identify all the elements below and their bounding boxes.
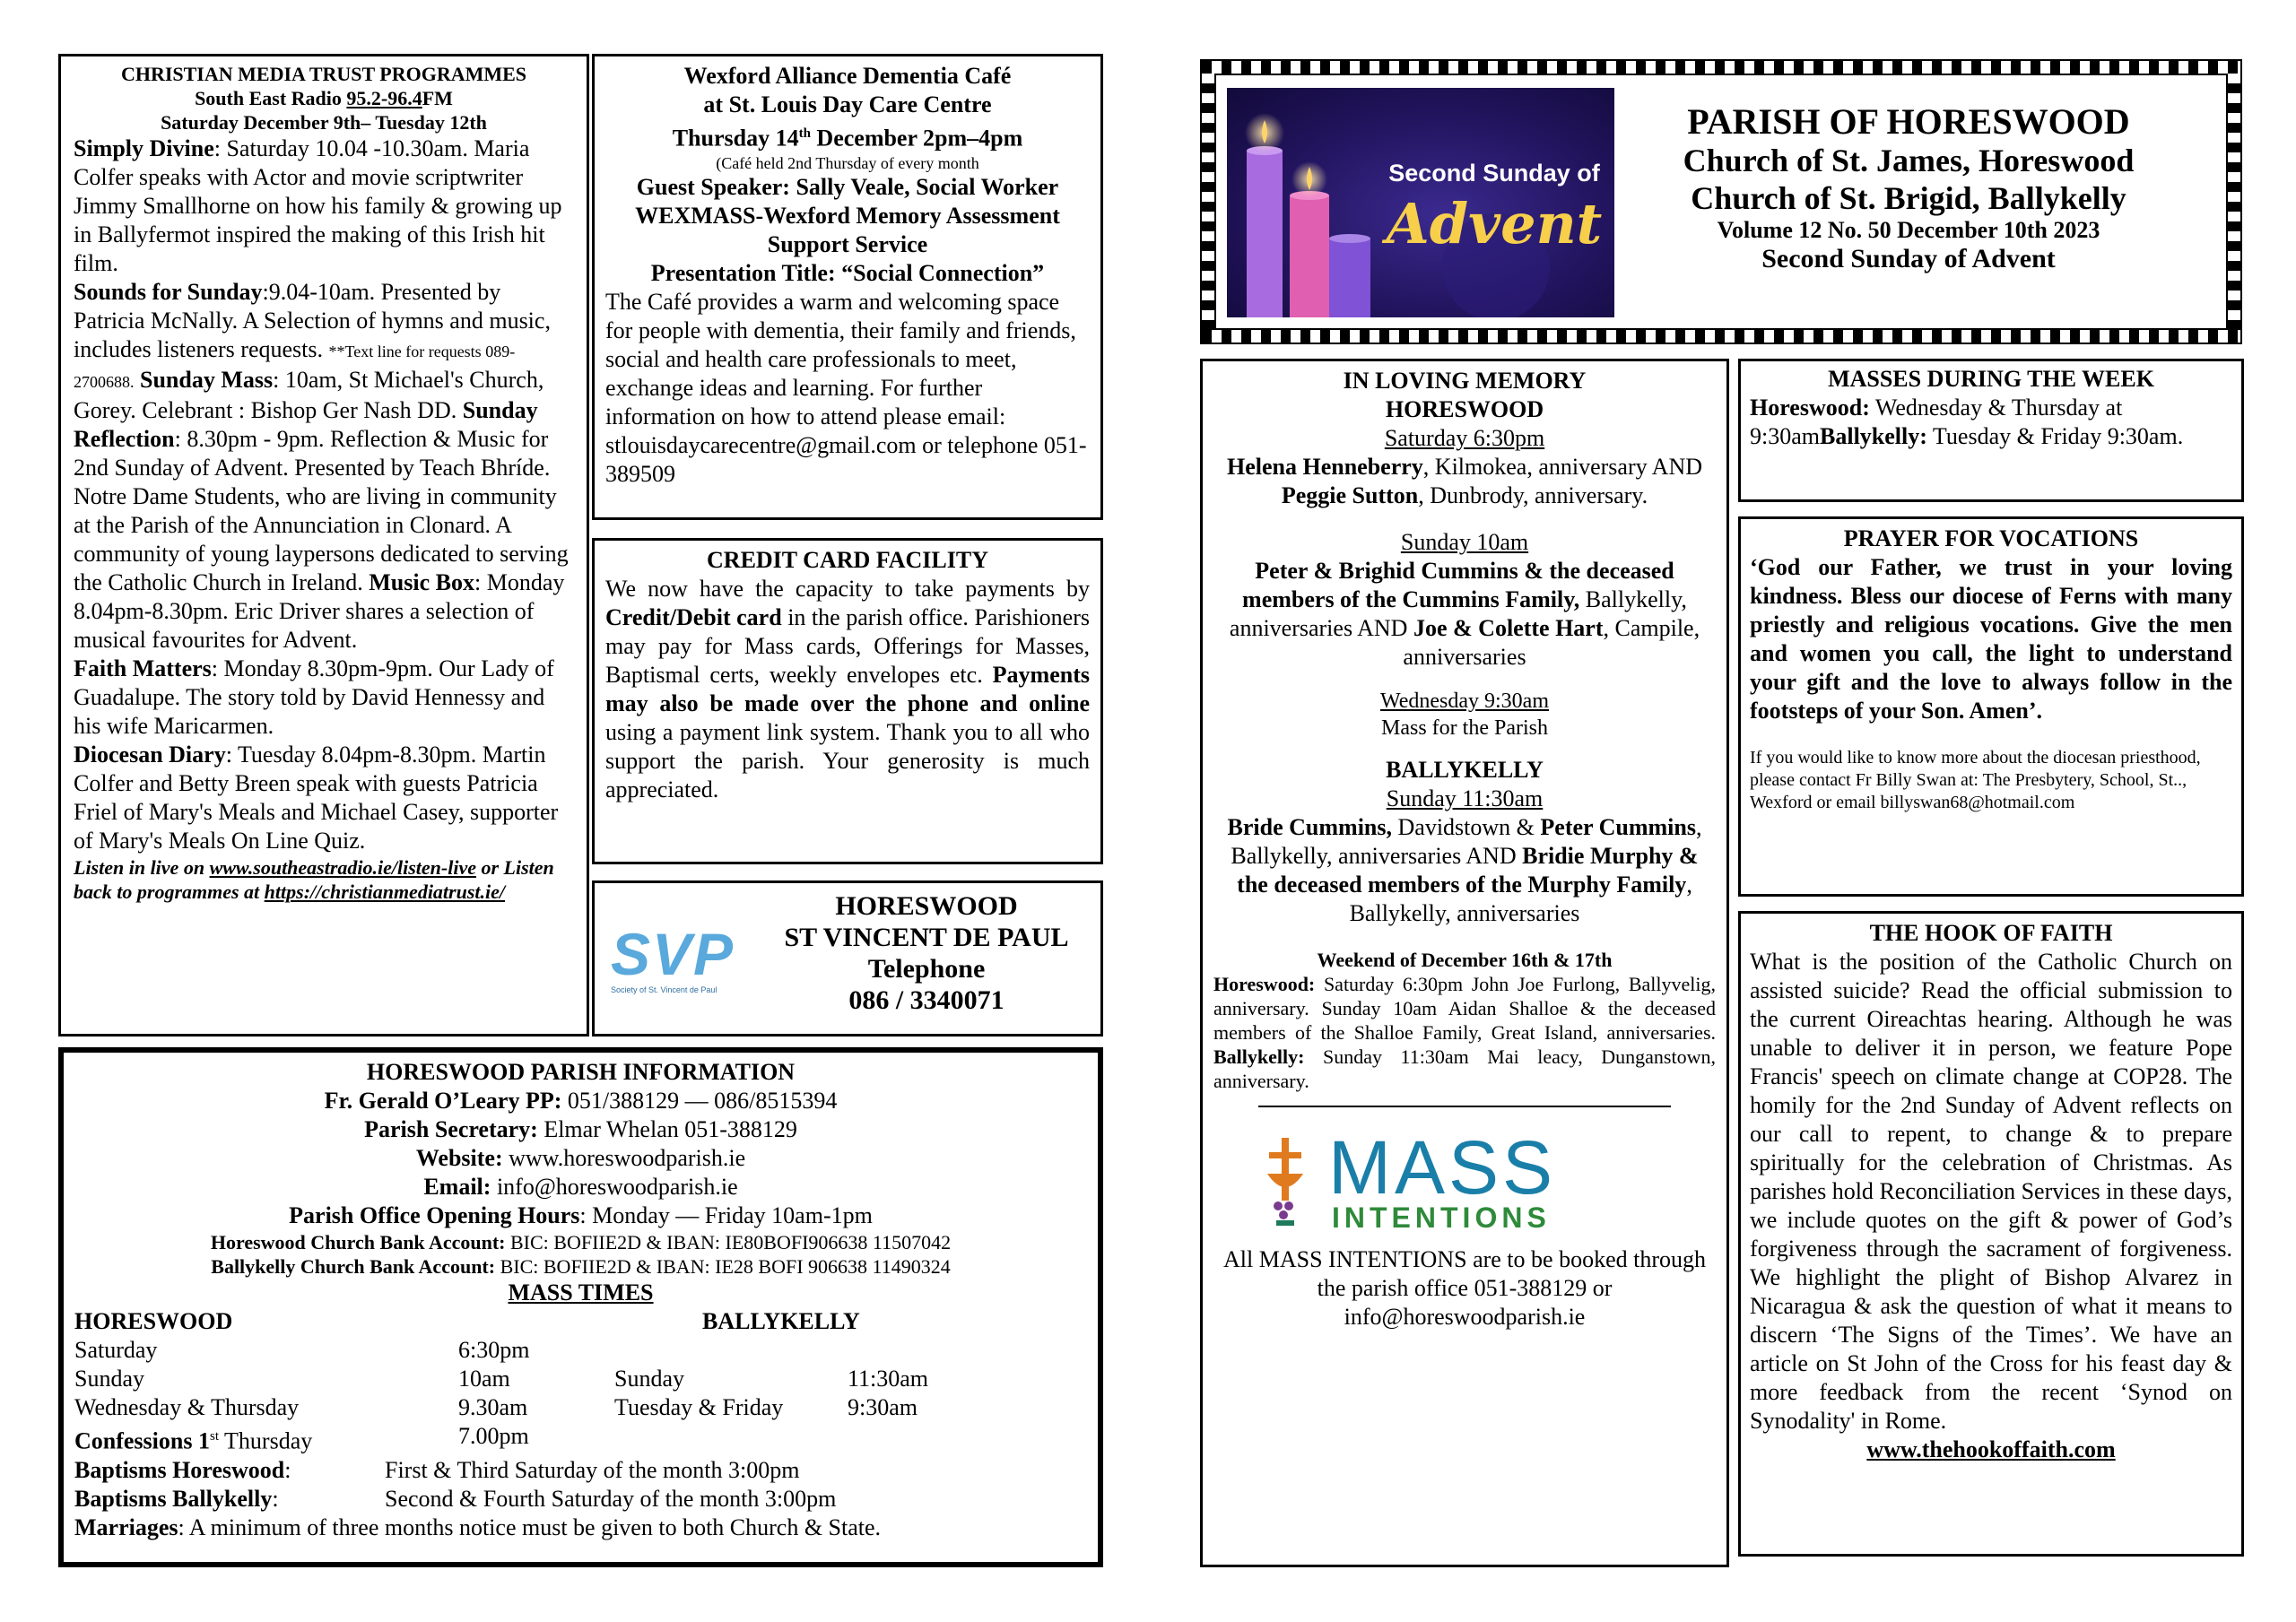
parish-info-box <box>58 1047 1103 1567</box>
week-body: Horeswood: Wednesday & Thursday at 9:30amBallykelly: Tuesday & Friday 9:30am. <box>1750 395 2184 449</box>
memory-title: IN LOVING MEMORY <box>1343 368 1587 394</box>
svp-line1: HORESWOOD <box>835 891 1018 921</box>
info-title: HORESWOOD PARISH INFORMATION <box>366 1059 796 1085</box>
week-title: MASSES DURING THE WEEK <box>1828 366 2154 392</box>
memory-ballykelly-sunday: Sunday 11:30am <box>1386 785 1544 811</box>
svp-box <box>592 880 1103 1037</box>
credit-title: CREDIT CARD FACILITY <box>707 547 988 573</box>
chalice-icon <box>1258 1138 1312 1227</box>
cafe-box <box>592 54 1103 520</box>
volume-line: Volume 12 No. 50 December 10th 2023 <box>1717 217 2100 243</box>
prayer-contact: If you would like to know more about the diocesan priesthood, please contact Fr Billy Swan at: The Presbytery, School, St.., Wexford or email billyswan68@hotmail.com <box>1750 748 2201 812</box>
cafe-note: (Café held 2nd Thursday of every month <box>716 153 979 172</box>
info-bank-ballykelly: Ballykelly Church Bank Account: BIC: BOFIIE2D & IBAN: IE28 BOFI 906638 11490324 <box>211 1255 951 1278</box>
cmt-body: Simply Divine: Saturday 10.04 -10.30am. Maria Colfer speaks with Actor and movie scriptwriter Jimmy Smallhorne on how his family & growing up in Ballyfermot inspired the making of this Irish hit film. Sounds for Sunday:9.04-10am. Presented by Patricia McNally. A Selection of hymns and music, includes listeners requests. **Text line for requests 089-2700688. Sunday Mass: 10am, St Michael's Church, Gorey. Celebrant : Bishop Ger Nash DD. Sunday Reflection: 8.30pm - 9pm. Reflection & Music for 2nd Sunday of Advent. Presented by Teach Bhríde. Notre Dame Students, who are living in community at the Parish of the Annunciation in Clonard. A community of young laypersons dedicated to serving the Catholic Church in Ireland. Music Box: Monday 8.04pm-8.30pm. Eric Driver shares a selection of musical favourites for Advent. Faith Matters: Monday 8.30pm-9pm. Our Lady of Guadalupe. The story told by David Hennessy and his wife Maricarmen. Diocesan Diary: Tuesday 8.04pm-8.30pm. Martin Colfer and Betty Breen speak with guests Patricia Friel of Mary's Meals and Michael Casey, supporter of Mary's Meals On Line Quiz. <box>74 135 569 854</box>
baptisms-horeswood-row: Baptisms Horeswood: First & Third Saturday of the month 3:00pm <box>74 1456 800 1483</box>
memory-ballykelly: BALLYKELLY <box>1386 757 1544 783</box>
svp-line2: ST VINCENT DE PAUL <box>784 923 1069 952</box>
hook-link[interactable]: www.thehookoffaith.com <box>1866 1436 2116 1462</box>
banner-text-1: Second Sunday of <box>1388 160 1600 186</box>
mass-logo-text: MASS <box>1328 1125 1557 1210</box>
cafe-wexmass: WEXMASS-Wexford Memory Assessment Support Service <box>635 202 1060 257</box>
hook-title: THE HOOK OF FAITH <box>1869 920 2113 946</box>
mass-times-heading: MASS TIMES <box>508 1279 654 1305</box>
cafe-body: The Café provides a warm and welcoming space for people with dementia, their family and friends, social and health care professionals to meet, exchange ideas and learning. For further information on how to attend please email: stlouisdaycarecentre@gmail.com or telephone 051-389509 <box>605 288 1087 487</box>
memory-saturday-names: Helena Henneberry, Kilmokea, anniversary AND Peggie Sutton, Dunbrody, anniversary. <box>1227 454 1702 508</box>
memory-saturday: Saturday 6:30pm <box>1384 425 1545 451</box>
cafe-speaker: Guest Speaker: Sally Veale, Social Worker <box>636 173 1059 200</box>
credit-box <box>592 538 1103 864</box>
mass-row: Sunday 10am Sunday 11:30am <box>74 1366 929 1392</box>
parish-header <box>1631 102 2187 274</box>
weekend-title: Weekend of December 16th & 17th <box>1317 949 1613 971</box>
hook-text: What is the position of the Catholic Church on assisted suicide? Read the official submission to the current Oireachtas hearing. Although he was unable to deliver it in person, we feature Pope Francis' speech on climate change at COP28. The homily for the 2nd Sunday of Advent reflects on our call to repent, to change & to prepare spiritually for the celebration of Christmas. As parishes hold Reconciliation Services in these days, we include quotes on the gift & power of God’s forgiveness through the sacrament of forgiveness. We highlight the plight of Bishop Alvarez in Nicaragua & ask the question of what it means to discern ‘The Signs of the Times’. We have an article on St John of the Cross for his feast day & more feedback from the recent ‘Synod on Synodality' in Rome. <box>1750 949 2232 1434</box>
week-box <box>1738 359 2244 502</box>
mass-row: Wednesday & Thursday 9.30am Tuesday & Friday 9:30am <box>74 1394 918 1420</box>
memory-sunday-names: Peter & Brighid Cummins & the deceased members of the Cummins Family, Ballykelly, anniversaries AND Joe & Colette Hart, Campile, anniversaries <box>1229 558 1700 670</box>
parish-title: PARISH OF HORESWOOD <box>1687 101 2130 142</box>
memory-wednesday: Wednesday 9:30am <box>1379 690 1549 713</box>
confessions-row: Confessions 1st Thursday 7.00pm <box>74 1423 529 1454</box>
marriages-row: Marriages: A minimum of three months notice must be given to both Church & State. <box>74 1514 882 1540</box>
info-bank-horeswood: Horeswood Church Bank Account: BIC: BOFIIE2D & IBAN: IE80BOFI906638 11507042 <box>210 1231 952 1253</box>
mass-intentions-logo <box>1213 1125 1716 1234</box>
credit-body: We now have the capacity to take payments by Credit/Debit card in the parish office. Parishioners may pay for Mass cards, Offerings for Masses, Baptismal certs, weekly envelopes etc. Payments may also be made over the phone and online using a payment link system. Thank you to all who support the parish. Your generosity is much appreciated. <box>605 576 1090 802</box>
svp-logo: SVP Society of St. Vincent de Paul <box>611 921 735 994</box>
prayer-title: PRAYER FOR VOCATIONS <box>1843 525 2139 551</box>
church-line-2: Church of St. Brigid, Ballykelly <box>1691 180 2126 216</box>
info-secretary: Parish Secretary: Elmar Whelan 051-388129 <box>364 1116 797 1142</box>
southeastradio-link[interactable]: www.southeastradio.ie/listen-live <box>209 856 476 879</box>
cafe-date: Thursday 14th December 2pm–4pm <box>672 125 1023 152</box>
info-email: Email: info@horeswoodparish.ie <box>423 1174 738 1200</box>
info-hours: Parish Office Opening Hours: Monday — Friday 10am-1pm <box>289 1202 873 1228</box>
mass-times-header: HORESWOOD BALLYKELLY <box>74 1308 860 1334</box>
mass-row: Saturday 6:30pm <box>74 1337 530 1363</box>
cafe-presentation: Presentation Title: “Social Connection” <box>650 259 1045 286</box>
cafe-title-1: Wexford Alliance Dementia Café <box>683 63 1012 89</box>
hook-box <box>1738 911 2244 1557</box>
divider <box>1258 1106 1671 1107</box>
info-pp: Fr. Gerald O’Leary PP: 051/388129 — 086/8515394 <box>324 1088 838 1114</box>
cmt-title: CHRISTIAN MEDIA TRUST PROGRAMMES <box>120 63 527 85</box>
cmt-radio: South East Radio 95.2-96.4FM <box>195 87 453 109</box>
intentions-logo-text: INTENTIONS <box>1332 1201 1551 1234</box>
sunday-line: Second Sunday of Advent <box>1761 244 2056 273</box>
memory-wednesday-text: Mass for the Parish <box>1381 716 1548 740</box>
memory-sunday: Sunday 10am <box>1400 529 1529 555</box>
church-line-1: Church of St. James, Horeswood <box>1683 143 2135 178</box>
prayer-text: ‘God our Father, we trust in your loving kindness. Bless our diocese of Ferns with many priestly and religious vocations. Give the men and women you call, the light to understand your gift and the love to always follow in the footsteps of your Son. Amen’. <box>1750 554 2232 724</box>
svp-line3: Telephone <box>867 954 986 984</box>
svp-phone: 086 / 3340071 <box>848 985 1004 1015</box>
weekend-text: Horeswood: Saturday 6:30pm John Joe Furlong, Ballyvelig, anniversary. Sunday 10am Aidan Shalloe & the deceased members of the Shalloe Family, Great Island, anniversaries. Ballykelly: Sunday 11:30am Mai leacy, Dunganstown, anniversary. <box>1213 973 1716 1092</box>
cmt-box <box>58 54 589 1037</box>
cmt-dates: Saturday December 9th– Tuesday 12th <box>161 111 487 134</box>
cafe-title-2: at St. Louis Day Care Centre <box>703 91 992 117</box>
banner-text-2: Advent <box>1386 191 1603 256</box>
info-website: Website: www.horeswoodparish.ie <box>415 1145 746 1171</box>
memory-box <box>1200 359 1729 1567</box>
memory-ballykelly-names: Bride Cummins, Davidstown & Peter Cummins, Ballykelly, anniversaries AND Bridie Murphy & the deceased members of the Murphy Family, Ballykelly, anniversaries <box>1227 814 1702 926</box>
memory-horeswood: HORESWOOD <box>1385 396 1544 422</box>
christianmediatrust-link[interactable]: https://christianmediatrust.ie/ <box>264 880 506 903</box>
cmt-listen: Listen in live on www.southeastradio.ie/listen-live or Listen back to programmes at https://christianmediatrust.ie/ <box>74 856 554 903</box>
baptisms-ballykelly-row: Baptisms Ballykelly: Second & Fourth Saturday of the month 3:00pm <box>74 1485 837 1512</box>
mass-intentions-footer: All MASS INTENTIONS are to be booked through the parish office 051-388129 or info@horeswoodparish.ie <box>1223 1246 1706 1330</box>
prayer-box <box>1738 516 2244 897</box>
advent-banner <box>1227 88 1614 317</box>
